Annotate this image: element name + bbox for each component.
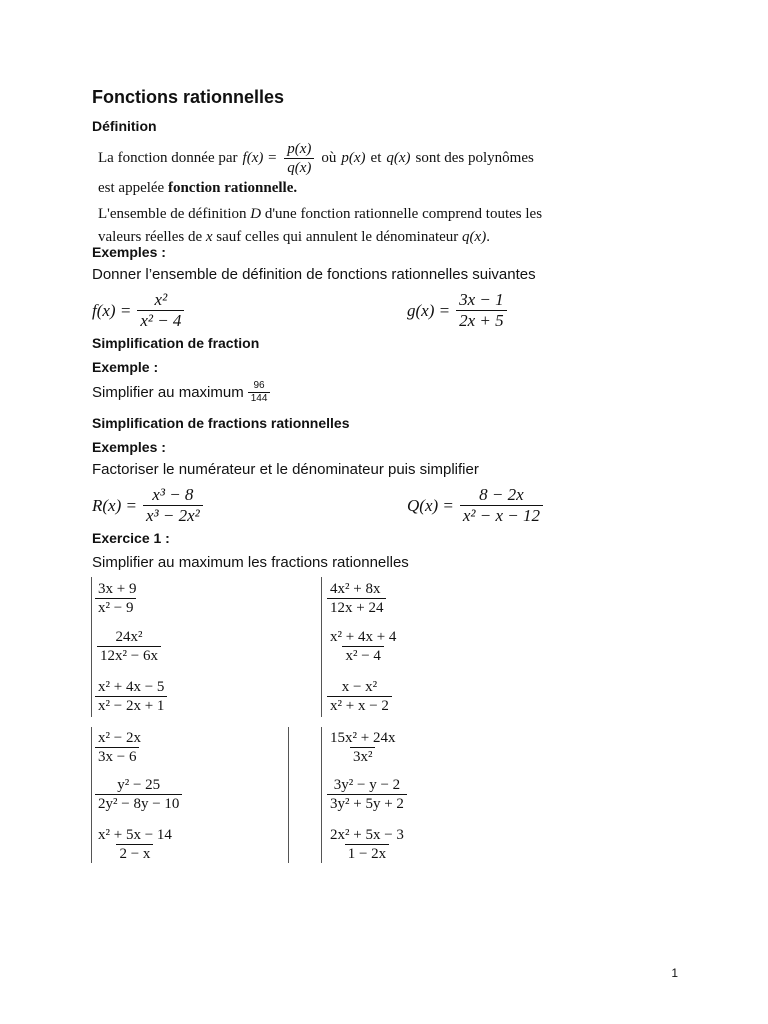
exercise-instruction: Simplifier au maximum les fractions rationnelles [92,554,409,571]
exercise-denominator: 3x² [350,747,376,766]
simplify-text: Simplifier au maximum [92,384,244,401]
exercise-denominator: 12x² − 6x [97,646,161,665]
r-label: R(x) = [92,495,137,515]
exercise-denominator: x² − 9 [95,598,136,617]
exercise-fraction [95,678,167,715]
definition-text: est appelée [98,180,165,196]
exercise-denominator: 2y² − 8y − 10 [95,794,182,813]
exercise-fraction [327,776,407,813]
exercise-fraction [95,826,175,863]
definition-line-1 [98,140,608,177]
exercise-numerator: 3y² − y − 2 [333,777,401,793]
simplification-heading: Simplification de fraction [92,335,260,351]
fx-label: f(x) = [242,150,278,166]
exercise-denominator: 1 − 2x [345,844,389,863]
table-border [321,577,322,717]
table-border [288,727,289,863]
r-denominator: x³ − 2x² [143,505,203,526]
simplify-line [92,380,272,405]
q-denominator: x² − x − 12 [460,505,543,526]
exercise-numerator: y² − 25 [117,777,161,793]
definition-text: La fonction donnée par [98,150,238,166]
exercise-heading: Exercice 1 : [92,530,170,546]
exercise-numerator: x² + 4x + 4 [330,629,397,645]
exercise-denominator: x² − 2x + 1 [95,696,167,715]
exercise-numerator: 24x² [115,629,143,645]
d-symbol: D [250,206,262,222]
rational-simplification-heading: Simplification de fractions rationnelles [92,415,350,431]
examples-heading-2: Exemples : [92,439,166,455]
table-border [91,577,92,717]
f-numerator: x² [154,290,168,309]
example-heading: Exemple : [92,359,159,375]
g-denominator: 2x + 5 [456,310,507,331]
page-title: Fonctions rationnelles [92,87,285,107]
exercise-numerator: 4x² + 8x [330,581,381,597]
exercise-numerator: x² + 4x − 5 [98,679,165,695]
r-function [92,485,205,527]
g-label: g(x) = [407,300,451,320]
examples-instruction: Donner l’ensemble de définition de fonctions rationnelles suivantes [92,266,536,283]
exercise-fraction [327,729,398,766]
q-function [407,485,545,527]
f-function [92,290,186,332]
exercise-denominator: 12x + 24 [327,598,386,617]
definition-text: sauf celles qui annulent le dénominateur [216,229,459,245]
definition-line-3 [98,203,608,226]
r-numerator: x³ − 8 [152,485,194,504]
exercise-denominator: x² + x − 2 [327,696,392,715]
qx-symbol: q(x) [462,229,487,245]
exercise-numerator: x − x² [341,679,378,695]
definition-text: et [370,150,382,166]
definition-text: L'ensemble de définition [98,206,247,222]
f-fraction [137,290,184,332]
examples-heading: Exemples : [92,244,166,260]
definition-heading: Définition [92,118,157,134]
page-number: 1 [671,966,678,980]
definition-text: d'une fonction rationnelle comprend toutes les [264,206,543,222]
q-symbol: q(x) [386,150,411,166]
exercise-numerator: x² − 2x [98,730,141,746]
table-border [91,727,92,863]
q-numerator: 8 − 2x [479,485,524,504]
r-fraction [143,485,203,527]
exercise-fraction [327,580,386,617]
exercise-denominator: 2 − x [116,844,153,863]
g-function [407,290,509,332]
p-symbol: p(x) [341,150,366,166]
definition-term: fonction rationnelle. [167,180,298,196]
exercise-denominator: 3y² + 5y + 2 [327,794,407,813]
exercise-fraction [95,580,139,617]
exercise-numerator: 15x² + 24x [330,730,396,746]
exercise-numerator: 3x + 9 [98,581,137,597]
definition-text: sont des polynômes [415,150,534,166]
exercise-denominator: 3x − 6 [95,747,139,766]
g-fraction [456,290,507,332]
exercise-denominator: x² − 4 [342,646,383,665]
fraction-denominator: 144 [248,392,271,405]
table-border [321,727,322,863]
exercise-fraction [327,678,392,715]
q-fraction [460,485,543,527]
exercise-fraction [97,628,161,665]
x-symbol: x [205,229,213,245]
fx-numerator: p(x) [287,141,312,157]
fx-denominator: q(x) [284,158,314,177]
fraction-numerator: 96 [253,380,265,391]
definition-line-4 [98,226,608,249]
exercise-fraction [327,628,399,665]
definition-box [98,140,608,249]
f-label: f(x) = [92,300,132,320]
definition-text: valeurs réelles de [98,229,203,245]
factor-instruction: Factoriser le numérateur et le dénominateur puis simplifier [92,461,479,478]
exercise-fraction [95,729,144,766]
exercise-fraction [327,826,407,863]
f-denominator: x² − 4 [137,310,184,331]
q-label: Q(x) = [407,495,454,515]
g-numerator: 3x − 1 [459,290,504,309]
exercise-numerator: x² + 5x − 14 [98,827,172,843]
fx-fraction [284,140,314,177]
definition-line-2 [98,177,608,200]
exercise-fraction [95,776,182,813]
definition-text: où [321,150,337,166]
period: . [486,229,490,245]
exercise-numerator: 2x² + 5x − 3 [330,827,404,843]
number-fraction [248,380,271,405]
